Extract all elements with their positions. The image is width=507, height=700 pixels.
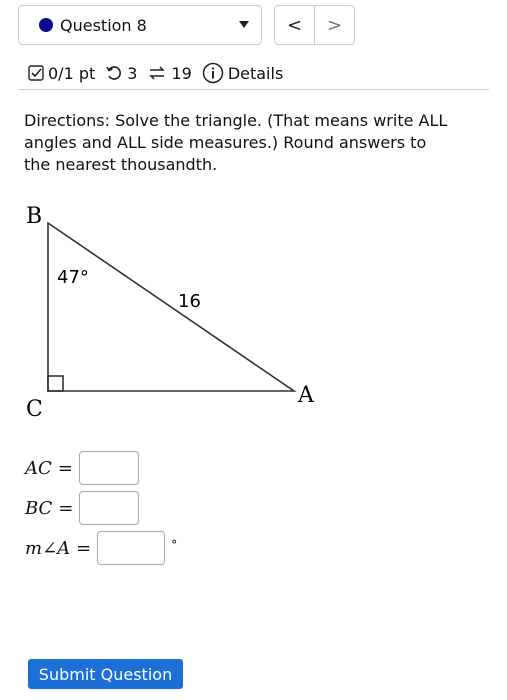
ac-label: AC [25,457,52,479]
retry-icon [105,64,123,82]
right-angle-mark [48,376,63,391]
answer-row-ac [25,451,139,485]
angle-a-label: m∠A [25,537,71,559]
vertex-c-label: C [26,397,43,422]
triangle-figure [20,195,340,425]
attempts-icon [147,64,167,82]
bc-label: BC [25,497,53,519]
angle-a-input[interactable] [97,531,165,565]
checkbox-icon [28,65,44,81]
equals-sign: = [57,457,73,479]
question-selector[interactable] [18,5,262,45]
question-label: Question 8 [60,16,147,35]
divider [18,89,489,90]
details-link[interactable]: Details [227,63,284,83]
triangle-shape [48,223,294,391]
caret-down-icon [239,21,249,28]
answer-row-angle-a [25,531,177,565]
attempts-count: 19 [171,63,192,83]
bc-input[interactable] [79,491,139,525]
directions-text: Directions: Solve the triangle. (That means write ALL angles and ALL side measures.) Round answers to the nearest thousandth. [24,111,448,174]
equals-sign: = [58,497,74,519]
angle-b-label: 47° [57,267,89,288]
degree-symbol: ° [171,538,178,552]
vertex-a-label: A [298,383,314,408]
info-icon[interactable] [202,62,224,84]
retries-count: 3 [127,63,138,83]
hypotenuse-label: 16 [178,291,201,312]
equals-sign: = [76,537,92,559]
prev-question-button[interactable]: < [275,6,315,44]
question-nav [274,5,355,45]
question-meta [28,60,283,86]
score: 0/1 pt [48,63,96,83]
ac-input[interactable] [79,451,139,485]
next-question-button[interactable]: > [326,14,343,36]
submit-question-button[interactable]: Submit Question [28,659,183,689]
status-dot [39,18,53,32]
answer-row-bc [25,491,139,525]
vertex-b-label: B [26,204,43,229]
